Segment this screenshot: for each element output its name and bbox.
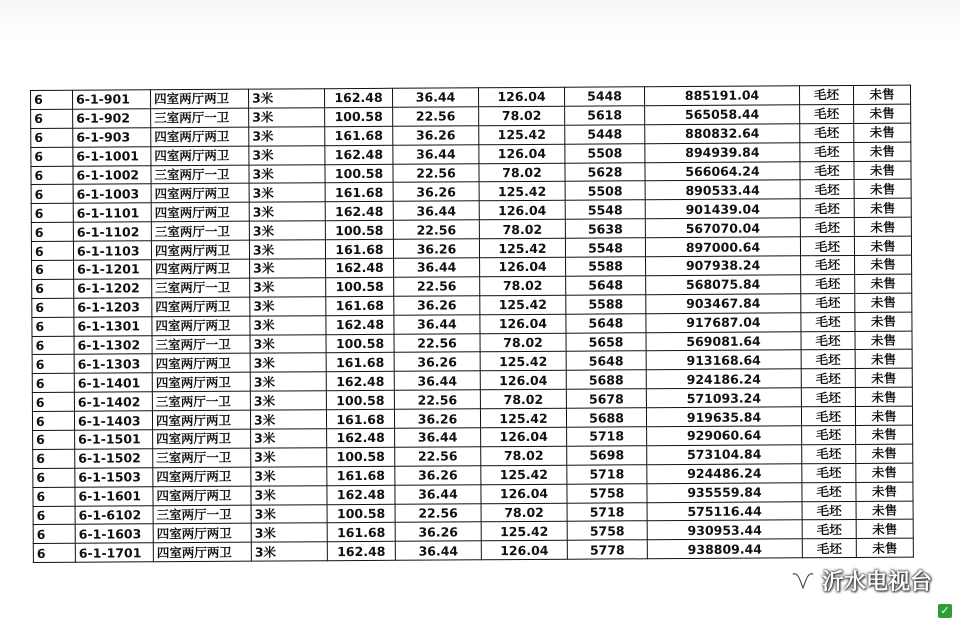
unit-cell: 6-1-1502 bbox=[75, 449, 153, 468]
inner-area-cell: 125.42 bbox=[479, 182, 565, 201]
shared-area-cell: 36.44 bbox=[395, 484, 481, 503]
unit-price-cell: 5548 bbox=[565, 238, 645, 257]
layout-cell: 三室两厅一卫 bbox=[152, 391, 250, 410]
total-price-cell: 919635.84 bbox=[646, 407, 801, 427]
decoration-cell: 毛坯 bbox=[802, 539, 856, 558]
shared-area-cell: 36.26 bbox=[395, 466, 481, 485]
height-cell: 3米 bbox=[249, 126, 325, 145]
unit-price-cell: 5638 bbox=[565, 219, 645, 238]
building-cell: 6 bbox=[32, 392, 74, 411]
decoration-cell: 毛坯 bbox=[801, 312, 855, 331]
unit-cell: 6-1-1402 bbox=[74, 392, 152, 411]
unit-cell: 6-1-1001 bbox=[73, 146, 151, 165]
shared-area-cell: 22.56 bbox=[393, 107, 479, 126]
building-area-cell: 161.68 bbox=[325, 126, 393, 145]
layout-cell: 四室两厅两卫 bbox=[151, 184, 249, 203]
total-price-cell: 929060.64 bbox=[647, 426, 802, 446]
height-cell: 3米 bbox=[250, 278, 326, 297]
unit-price-cell: 5698 bbox=[567, 446, 647, 465]
watermark bbox=[790, 565, 932, 596]
total-price-cell: 569081.64 bbox=[646, 331, 801, 351]
decoration-cell: 毛坯 bbox=[801, 331, 855, 350]
layout-cell: 四室两厅两卫 bbox=[153, 486, 251, 505]
building-area-cell: 162.48 bbox=[326, 258, 394, 277]
building-cell: 6 bbox=[33, 449, 75, 468]
inner-area-cell: 126.04 bbox=[479, 144, 565, 163]
inner-area-cell: 78.02 bbox=[479, 163, 565, 182]
inner-area-cell: 126.04 bbox=[481, 541, 567, 560]
total-price-cell: 897000.64 bbox=[645, 237, 800, 257]
inner-area-cell: 78.02 bbox=[480, 389, 566, 408]
height-cell: 3米 bbox=[250, 334, 326, 353]
unit-price-cell: 5588 bbox=[566, 295, 646, 314]
shared-area-cell: 22.56 bbox=[394, 277, 480, 296]
decoration-cell: 毛坯 bbox=[801, 255, 855, 274]
total-price-cell: 894939.84 bbox=[645, 142, 800, 162]
layout-cell: 四室两厅两卫 bbox=[151, 240, 249, 259]
unit-cell: 6-1-1401 bbox=[74, 373, 152, 392]
total-price-cell: 903467.84 bbox=[646, 294, 801, 314]
height-cell: 3米 bbox=[250, 410, 326, 429]
total-price-cell: 568075.84 bbox=[646, 275, 801, 295]
unit-price-cell: 5678 bbox=[566, 389, 646, 408]
building-area-cell: 161.68 bbox=[326, 409, 394, 428]
decoration-cell: 毛坯 bbox=[801, 388, 855, 407]
unit-cell: 6-1-1701 bbox=[75, 543, 153, 562]
height-cell: 3米 bbox=[249, 202, 325, 221]
sale-status-cell: 未售 bbox=[855, 331, 912, 350]
inner-area-cell: 78.02 bbox=[480, 276, 566, 295]
building-area-cell: 162.48 bbox=[327, 485, 395, 504]
decoration-cell: 毛坯 bbox=[802, 482, 856, 501]
height-cell: 3米 bbox=[251, 504, 327, 523]
building-cell: 6 bbox=[32, 336, 74, 355]
unit-price-cell: 5648 bbox=[566, 313, 646, 332]
building-cell: 6 bbox=[32, 317, 74, 336]
layout-cell: 四室两厅两卫 bbox=[153, 524, 251, 543]
sale-status-cell: 未售 bbox=[853, 85, 910, 104]
layout-cell: 四室两厅两卫 bbox=[151, 89, 249, 108]
sale-status-cell: 未售 bbox=[855, 368, 912, 387]
building-cell: 6 bbox=[31, 128, 73, 147]
building-cell: 6 bbox=[33, 544, 75, 563]
corner-badge-icon: ✓ bbox=[938, 604, 952, 618]
building-area-cell: 162.48 bbox=[326, 372, 394, 391]
total-price-cell: 930953.44 bbox=[647, 520, 802, 540]
building-area-cell: 161.68 bbox=[326, 296, 394, 315]
decoration-cell: 毛坯 bbox=[802, 425, 856, 444]
building-area-cell: 100.58 bbox=[326, 277, 394, 296]
unit-cell: 6-1-1102 bbox=[73, 222, 151, 241]
inner-area-cell: 126.04 bbox=[480, 257, 566, 276]
total-price-cell: 575116.44 bbox=[647, 501, 802, 521]
building-cell: 6 bbox=[32, 355, 74, 374]
layout-cell: 四室两厅两卫 bbox=[151, 127, 249, 146]
height-cell: 3米 bbox=[249, 108, 325, 127]
building-cell: 6 bbox=[31, 185, 73, 204]
layout-cell: 三室两厅一卫 bbox=[151, 165, 249, 184]
unit-cell: 6-1-1501 bbox=[75, 430, 153, 449]
building-cell: 6 bbox=[32, 279, 74, 298]
layout-cell: 三室两厅一卫 bbox=[152, 335, 250, 354]
decoration-cell: 毛坯 bbox=[802, 501, 856, 520]
shared-area-cell: 36.44 bbox=[392, 88, 478, 107]
sale-status-cell: 未售 bbox=[854, 104, 911, 123]
inner-area-cell: 78.02 bbox=[479, 106, 565, 125]
decoration-cell: 毛坯 bbox=[801, 350, 855, 369]
inner-area-cell: 125.42 bbox=[479, 238, 565, 257]
shared-area-cell: 36.44 bbox=[395, 428, 481, 447]
unit-price-cell: 5758 bbox=[567, 521, 647, 540]
unit-price-cell: 5618 bbox=[565, 106, 645, 125]
inner-area-cell: 125.42 bbox=[481, 522, 567, 541]
unit-cell: 6-1-1002 bbox=[73, 165, 151, 184]
unit-cell: 6-1-901 bbox=[73, 90, 151, 109]
decoration-cell: 毛坯 bbox=[801, 369, 855, 388]
inner-area-cell: 125.42 bbox=[480, 352, 566, 371]
unit-price-cell: 5658 bbox=[566, 332, 646, 351]
total-price-cell: 880832.64 bbox=[645, 124, 800, 144]
total-price-cell: 917687.04 bbox=[646, 312, 801, 332]
sale-status-cell: 未售 bbox=[855, 255, 912, 274]
inner-area-cell: 125.42 bbox=[479, 125, 565, 144]
decoration-cell: 毛坯 bbox=[800, 142, 854, 161]
sale-status-cell: 未售 bbox=[856, 444, 913, 463]
height-cell: 3米 bbox=[250, 296, 326, 315]
watermark-text: 沂水电视台 bbox=[821, 570, 932, 595]
unit-cell: 6-1-1601 bbox=[75, 486, 153, 505]
layout-cell: 四室两厅两卫 bbox=[152, 259, 250, 278]
decoration-cell: 毛坯 bbox=[802, 463, 856, 482]
sale-status-cell: 未售 bbox=[856, 482, 913, 501]
unit-price-cell: 5508 bbox=[565, 143, 645, 162]
total-price-cell: 924486.24 bbox=[647, 464, 802, 484]
shared-area-cell: 36.44 bbox=[393, 144, 479, 163]
building-area-cell: 161.68 bbox=[327, 466, 395, 485]
building-area-cell: 100.58 bbox=[327, 504, 395, 523]
decoration-cell: 毛坯 bbox=[801, 407, 855, 426]
height-cell: 3米 bbox=[251, 523, 327, 542]
total-price-cell: 573104.84 bbox=[647, 445, 802, 465]
decoration-cell: 毛坯 bbox=[800, 123, 854, 142]
wechat-channel-icon bbox=[790, 570, 816, 592]
unit-cell: 6-1-1403 bbox=[74, 411, 152, 430]
unit-price-cell: 5718 bbox=[567, 465, 647, 484]
height-cell: 3米 bbox=[251, 467, 327, 486]
unit-price-cell: 5508 bbox=[565, 181, 645, 200]
unit-price-cell: 5648 bbox=[566, 276, 646, 295]
sale-status-cell: 未售 bbox=[855, 274, 912, 293]
shared-area-cell: 36.26 bbox=[393, 126, 479, 145]
shared-area-cell: 36.44 bbox=[394, 314, 480, 333]
sale-status-cell: 未售 bbox=[856, 501, 913, 520]
sale-status-cell: 未售 bbox=[855, 406, 912, 425]
building-area-cell: 100.58 bbox=[326, 391, 394, 410]
table-row bbox=[33, 538, 913, 562]
shared-area-cell: 36.44 bbox=[394, 371, 480, 390]
sale-status-cell: 未售 bbox=[854, 236, 911, 255]
shared-area-cell: 22.56 bbox=[394, 390, 480, 409]
layout-cell: 四室两厅两卫 bbox=[152, 297, 250, 316]
building-cell: 6 bbox=[31, 204, 73, 223]
sale-status-cell: 未售 bbox=[855, 293, 912, 312]
building-cell: 6 bbox=[33, 487, 75, 506]
inner-area-cell: 126.04 bbox=[480, 314, 566, 333]
shared-area-cell: 36.26 bbox=[394, 296, 480, 315]
building-area-cell: 162.48 bbox=[325, 145, 393, 164]
inner-area-cell: 78.02 bbox=[481, 503, 567, 522]
unit-price-cell: 5448 bbox=[564, 87, 644, 106]
height-cell: 3米 bbox=[249, 221, 325, 240]
height-cell: 3米 bbox=[251, 448, 327, 467]
building-cell: 6 bbox=[33, 506, 75, 525]
inner-area-cell: 78.02 bbox=[481, 446, 567, 465]
height-cell: 3米 bbox=[249, 164, 325, 183]
decoration-cell: 毛坯 bbox=[801, 293, 855, 312]
shared-area-cell: 36.26 bbox=[393, 182, 479, 201]
height-cell: 3米 bbox=[250, 315, 326, 334]
building-area-cell: 161.68 bbox=[326, 353, 394, 372]
building-cell: 6 bbox=[31, 166, 73, 185]
height-cell: 3米 bbox=[249, 145, 325, 164]
height-cell: 3米 bbox=[250, 391, 326, 410]
unit-price-cell: 5778 bbox=[567, 540, 647, 559]
building-area-cell: 161.68 bbox=[327, 523, 395, 542]
sale-status-cell: 未售 bbox=[855, 387, 912, 406]
sale-status-cell: 未售 bbox=[854, 161, 911, 180]
inner-area-cell: 126.04 bbox=[481, 427, 567, 446]
building-area-cell: 162.48 bbox=[327, 428, 395, 447]
decoration-cell: 毛坯 bbox=[800, 180, 854, 199]
building-cell: 6 bbox=[32, 298, 74, 317]
sale-status-cell: 未售 bbox=[856, 463, 913, 482]
height-cell: 3米 bbox=[248, 89, 324, 108]
total-price-cell: 565058.44 bbox=[645, 105, 800, 125]
sale-status-cell: 未售 bbox=[856, 538, 913, 557]
sale-status-cell: 未售 bbox=[854, 198, 911, 217]
shared-area-cell: 36.26 bbox=[394, 409, 480, 428]
layout-cell: 四室两厅两卫 bbox=[152, 410, 250, 429]
layout-cell: 四室两厅两卫 bbox=[152, 354, 250, 373]
table-body bbox=[31, 85, 914, 563]
height-cell: 3米 bbox=[251, 485, 327, 504]
building-area-cell: 161.68 bbox=[325, 183, 393, 202]
shared-area-cell: 36.44 bbox=[394, 258, 480, 277]
building-cell: 6 bbox=[31, 109, 73, 128]
decoration-cell: 毛坯 bbox=[799, 85, 853, 104]
layout-cell: 三室两厅一卫 bbox=[153, 505, 251, 524]
height-cell: 3米 bbox=[251, 542, 327, 561]
decoration-cell: 毛坯 bbox=[800, 161, 854, 180]
building-cell: 6 bbox=[33, 430, 75, 449]
building-cell: 6 bbox=[32, 260, 74, 279]
unit-price-cell: 5688 bbox=[566, 370, 646, 389]
inner-area-cell: 78.02 bbox=[479, 219, 565, 238]
building-area-cell: 100.58 bbox=[325, 221, 393, 240]
building-cell: 6 bbox=[32, 411, 74, 430]
unit-cell: 6-1-1003 bbox=[73, 184, 151, 203]
building-cell: 6 bbox=[33, 525, 75, 544]
unit-cell: 6-1-902 bbox=[73, 109, 151, 128]
unit-cell: 6-1-1201 bbox=[74, 260, 152, 279]
building-cell: 6 bbox=[31, 222, 73, 241]
shared-area-cell: 22.56 bbox=[393, 220, 479, 239]
decoration-cell: 毛坯 bbox=[800, 199, 854, 218]
layout-cell: 四室两厅两卫 bbox=[152, 316, 250, 335]
unit-cell: 6-1-1301 bbox=[74, 316, 152, 335]
total-price-cell: 907938.24 bbox=[646, 256, 801, 276]
building-cell: 6 bbox=[33, 468, 75, 487]
unit-price-cell: 5588 bbox=[566, 257, 646, 276]
total-price-cell: 890533.44 bbox=[645, 180, 800, 200]
unit-price-cell: 5688 bbox=[566, 408, 646, 427]
shared-area-cell: 22.56 bbox=[395, 503, 481, 522]
unit-price-cell: 5448 bbox=[565, 125, 645, 144]
unit-cell: 6-1-6102 bbox=[75, 505, 153, 524]
layout-cell: 四室两厅两卫 bbox=[153, 543, 251, 562]
unit-cell: 6-1-1503 bbox=[75, 468, 153, 487]
total-price-cell: 935559.84 bbox=[647, 482, 802, 502]
shared-area-cell: 22.56 bbox=[395, 447, 481, 466]
total-price-cell: 885191.04 bbox=[644, 86, 799, 106]
inner-area-cell: 78.02 bbox=[480, 333, 566, 352]
unit-price-cell: 5718 bbox=[567, 427, 647, 446]
unit-price-cell: 5718 bbox=[567, 502, 647, 521]
unit-cell: 6-1-1303 bbox=[74, 354, 152, 373]
building-cell: 6 bbox=[32, 374, 74, 393]
total-price-cell: 566064.24 bbox=[645, 161, 800, 181]
decoration-cell: 毛坯 bbox=[802, 520, 856, 539]
housing-price-table bbox=[30, 85, 914, 564]
height-cell: 3米 bbox=[249, 240, 325, 259]
unit-price-cell: 5648 bbox=[566, 351, 646, 370]
total-price-cell: 901439.04 bbox=[645, 199, 800, 219]
decoration-cell: 毛坯 bbox=[802, 444, 856, 463]
decoration-cell: 毛坯 bbox=[800, 104, 854, 123]
unit-cell: 6-1-1302 bbox=[74, 335, 152, 354]
layout-cell: 三室两厅一卫 bbox=[151, 221, 249, 240]
building-cell: 6 bbox=[31, 147, 73, 166]
shared-area-cell: 22.56 bbox=[393, 163, 479, 182]
inner-area-cell: 126.04 bbox=[478, 87, 564, 106]
inner-area-cell: 125.42 bbox=[480, 295, 566, 314]
unit-cell: 6-1-1603 bbox=[75, 524, 153, 543]
shared-area-cell: 36.44 bbox=[393, 201, 479, 220]
shared-area-cell: 36.26 bbox=[394, 352, 480, 371]
inner-area-cell: 126.04 bbox=[481, 484, 567, 503]
height-cell: 3米 bbox=[249, 183, 325, 202]
building-area-cell: 162.48 bbox=[327, 542, 395, 561]
building-area-cell: 161.68 bbox=[325, 239, 393, 258]
inner-area-cell: 125.42 bbox=[480, 408, 566, 427]
sale-status-cell: 未售 bbox=[855, 350, 912, 369]
building-area-cell: 100.58 bbox=[325, 164, 393, 183]
sale-status-cell: 未售 bbox=[855, 312, 912, 331]
unit-price-cell: 5758 bbox=[567, 483, 647, 502]
layout-cell: 三室两厅一卫 bbox=[152, 278, 250, 297]
height-cell: 3米 bbox=[250, 259, 326, 278]
inner-area-cell: 125.42 bbox=[481, 465, 567, 484]
unit-price-cell: 5548 bbox=[565, 200, 645, 219]
layout-cell: 四室两厅两卫 bbox=[152, 373, 250, 392]
height-cell: 3米 bbox=[251, 429, 327, 448]
building-area-cell: 162.48 bbox=[325, 202, 393, 221]
inner-area-cell: 126.04 bbox=[480, 371, 566, 390]
building-area-cell: 162.48 bbox=[324, 88, 392, 107]
sale-status-cell: 未售 bbox=[854, 217, 911, 236]
sale-status-cell: 未售 bbox=[856, 520, 913, 539]
unit-cell: 6-1-903 bbox=[73, 128, 151, 147]
decoration-cell: 毛坯 bbox=[800, 237, 854, 256]
height-cell: 3米 bbox=[250, 353, 326, 372]
unit-cell: 6-1-1101 bbox=[73, 203, 151, 222]
unit-cell: 6-1-1103 bbox=[73, 241, 151, 260]
sale-status-cell: 未售 bbox=[854, 142, 911, 161]
decoration-cell: 毛坯 bbox=[800, 218, 854, 237]
total-price-cell: 567070.04 bbox=[645, 218, 800, 238]
building-area-cell: 100.58 bbox=[325, 107, 393, 126]
total-price-cell: 924186.24 bbox=[646, 369, 801, 389]
unit-cell: 6-1-1203 bbox=[74, 298, 152, 317]
height-cell: 3米 bbox=[250, 372, 326, 391]
building-cell: 6 bbox=[31, 90, 73, 109]
layout-cell: 四室两厅两卫 bbox=[153, 467, 251, 486]
sale-status-cell: 未售 bbox=[856, 425, 913, 444]
total-price-cell: 571093.24 bbox=[646, 388, 801, 408]
shared-area-cell: 36.26 bbox=[395, 522, 481, 541]
shared-area-cell: 22.56 bbox=[394, 333, 480, 352]
unit-cell: 6-1-1202 bbox=[74, 279, 152, 298]
total-price-cell: 938809.44 bbox=[647, 539, 802, 559]
sale-status-cell: 未售 bbox=[854, 123, 911, 142]
layout-cell: 四室两厅两卫 bbox=[151, 203, 249, 222]
shared-area-cell: 36.44 bbox=[395, 541, 481, 560]
building-cell: 6 bbox=[31, 241, 73, 260]
layout-cell: 四室两厅两卫 bbox=[151, 146, 249, 165]
decoration-cell: 毛坯 bbox=[801, 274, 855, 293]
layout-cell: 四室两厅两卫 bbox=[153, 429, 251, 448]
building-area-cell: 162.48 bbox=[326, 315, 394, 334]
sale-status-cell: 未售 bbox=[854, 180, 911, 199]
building-area-cell: 100.58 bbox=[326, 334, 394, 353]
shared-area-cell: 36.26 bbox=[393, 239, 479, 258]
unit-price-cell: 5628 bbox=[565, 162, 645, 181]
inner-area-cell: 126.04 bbox=[479, 201, 565, 220]
layout-cell: 三室两厅一卫 bbox=[151, 108, 249, 127]
building-area-cell: 100.58 bbox=[327, 447, 395, 466]
layout-cell: 三室两厅一卫 bbox=[153, 448, 251, 467]
total-price-cell: 913168.64 bbox=[646, 350, 801, 370]
